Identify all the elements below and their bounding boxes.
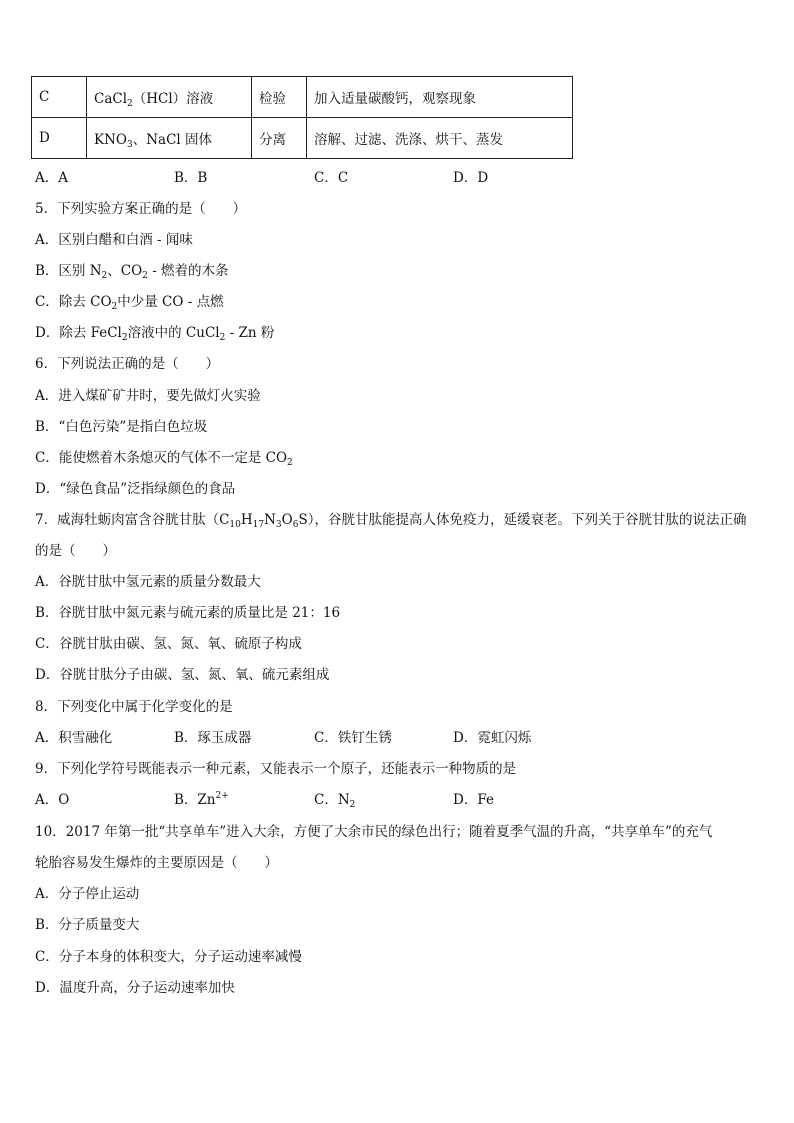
q6-stem: 6．下列说法正确的是（ ） (35, 356, 220, 372)
q9-option-d: D．Fe (453, 792, 494, 808)
q4-option-b: B．B (174, 170, 208, 186)
q7-option-b: B．谷胱甘肽中氮元素与硫元素的质量比是 21：16 (35, 605, 341, 621)
q7-option-a: A．谷胱甘肽中氢元素的质量分数最大 (35, 574, 261, 590)
q5-option-c: C．除去 $CO_2$中少量 CO - 点燃 (35, 294, 224, 312)
q6-option-c: C．能使燃着木条熄灭的气体不一定是 $CO_2$ (35, 450, 293, 468)
q10-stem-line1: 10．2017 年第一批“共享单车”进入大余，方便了大余市民的绿色出行；随着夏季气温的升高，“共享单车”的充气 (35, 824, 713, 840)
table-cell-method: 加入适量碳酸钙，观察现象 (307, 77, 573, 118)
q10-option-d: D．温度升高，分子运动速率加快 (35, 980, 235, 996)
q6-option-d: D．“绿色食品”泛指绿颜色的食品 (35, 481, 236, 497)
q9-option-c: C．$N_2$ (314, 792, 356, 810)
q8-option-b: B．琢玉成器 (174, 730, 252, 746)
options-table (31, 76, 573, 159)
table-cell-substance: CaCl$_2$（HCl）溶液 (87, 77, 252, 118)
q10-option-b: B．分子质量变大 (35, 917, 140, 933)
table-cell-label: D (32, 118, 87, 159)
table-row (32, 77, 573, 118)
q6-option-a: A．进入煤矿矿井时，要先做灯火实验 (35, 388, 261, 404)
q5-option-d: D．除去 FeCl$_2$溶液中的 CuCl$_2$ - Zn 粉 (35, 325, 275, 343)
q5-option-a: A．区别白醋和白酒 - 闻味 (35, 232, 193, 248)
q10-stem-line2: 轮胎容易发生爆炸的主要原因是（ ） (35, 855, 278, 871)
q8-option-c: C．铁钉生锈 (314, 730, 392, 746)
q4-option-c: C．C (314, 170, 349, 186)
q5-stem: 5．下列实验方案正确的是（ ） (35, 201, 247, 217)
q7-stem-line2: 的是（ ） (35, 543, 116, 559)
q9-option-a: A．O (35, 792, 70, 808)
q5-option-b: B．区别 $N_2$、$CO_2$ - 燃着的木条 (35, 263, 229, 281)
table-cell-label: C (32, 77, 87, 118)
q10-option-a: A．分子停止运动 (35, 886, 140, 902)
table-cell-operation: 检验 (252, 77, 307, 118)
table-cell-substance: $KNO_3$、NaCl 固体 (87, 118, 252, 159)
q7-option-c: C．谷胱甘肽由碳、氢、氮、氧、硫原子构成 (35, 636, 302, 652)
q4-option-d: D．D (453, 170, 489, 186)
q4-option-a: A．A (35, 170, 68, 186)
q6-option-b: B．“白色污染”是指白色垃圾 (35, 419, 208, 435)
q8-option-a: A．积雪融化 (35, 730, 113, 746)
table-cell-operation: 分离 (252, 118, 307, 159)
q10-option-c: C．分子本身的体积变大，分子运动速率减慢 (35, 949, 302, 965)
q8-stem: 8．下列变化中属于化学变化的是 (35, 699, 233, 715)
q7-stem-line1: 7．威海牡蛎肉富含谷胱甘肽$(C_{10}H_{17}N_3O_6S)$，谷胱甘肽能提高人体免疫力，延缓衰老。下列关于谷胱甘肽的说法正确 (35, 512, 747, 530)
table-cell-method: 溶解、过滤、洗涤、烘干、蒸发 (307, 118, 573, 159)
q9-stem: 9．下列化学符号既能表示一种元素，又能表示一个原子，还能表示一种物质的是 (35, 761, 517, 777)
q7-option-d: D．谷胱甘肽分子由碳、氢、氮、氧、硫元素组成 (35, 667, 330, 683)
q9-option-b: B．$Zn^{2+}$ (174, 791, 229, 808)
q8-option-d: D．霓虹闪烁 (453, 730, 532, 746)
table-row (32, 118, 573, 159)
